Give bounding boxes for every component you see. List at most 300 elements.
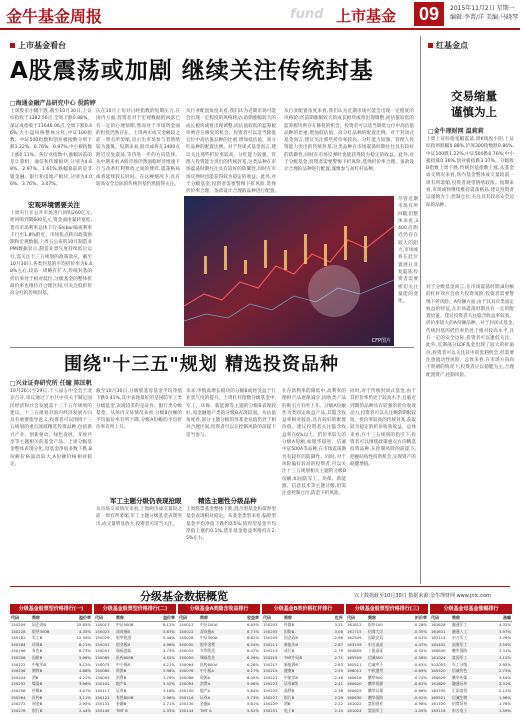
second-article-column-3: 未来,申购高增长板块的分级B或将受益于行业景气度的提升。上周杠杆指数分级基金中,军工、环保、新能源等主题的分级B表现较好,而金融地产类的分级B表现较弱。从估值角度看,部分主题分级的母基金估值仍处于相对合理区间,投资者可以在控制风险的前提下适当参与。 — [186, 389, 276, 438]
table-cell: 银华100 — [368, 622, 383, 627]
table-cell: 150030 — [179, 641, 194, 647]
table-cell: 8.21% — [78, 641, 91, 647]
page-section-title: 上市基金 — [336, 7, 397, 25]
table-cell: 申万军工 — [452, 635, 468, 641]
table-cell: 深成指A — [200, 628, 214, 634]
table-cell: 150236 — [11, 668, 26, 674]
table-cell: 3.96% — [78, 681, 91, 687]
table-cell: 3.11% — [78, 694, 91, 700]
photo-caption: CFP图片 — [371, 338, 391, 344]
table-cell: 前海军工 — [452, 641, 468, 647]
table-cell: 6.28% — [246, 661, 259, 667]
fund-table-header — [10, 614, 92, 622]
table-row — [346, 681, 428, 688]
table-cell: 150213 — [263, 648, 278, 654]
table-cell: 6.54% — [246, 641, 259, 647]
table-cell: 3.54% — [498, 641, 511, 647]
table-cell: 鹏华资源 — [368, 681, 384, 687]
table-row — [430, 655, 512, 662]
fund-table-body — [346, 622, 428, 714]
fund-table-header-cell: 溢价率 — [79, 615, 91, 620]
table-cell: 证券B级 — [284, 681, 298, 687]
table-cell: 150258 — [11, 687, 26, 693]
table-cell: 融通证券 — [452, 681, 468, 687]
table-cell: 资源B — [116, 668, 127, 674]
table-cell: -0.86% — [413, 687, 427, 693]
table-cell: 12.34% — [76, 635, 91, 641]
table-cell: 160629 — [431, 674, 446, 680]
table-cell: 163115 — [431, 635, 446, 641]
table-cell: 150278 — [11, 707, 26, 713]
table-cell: 2.96 — [334, 635, 343, 641]
right-section-tag: 红基金点 — [428, 40, 468, 51]
fund-watermark-label: fund — [290, 7, 324, 22]
fund-table-header — [178, 614, 260, 622]
table-cell: 165520 — [431, 668, 446, 674]
table-cell: 150130 — [179, 701, 194, 707]
table-cell: 银华300B — [32, 628, 50, 634]
table-cell: 150272 — [11, 701, 26, 707]
table-row — [430, 675, 512, 682]
table-row — [178, 655, 260, 662]
right-article-title — [434, 88, 514, 120]
table-row — [262, 668, 344, 675]
right-article-text-2: 对于分级基金而言,在市场震荡时期,B份额的杠杆效应会放大投资风险,投资者需要警惕下折风险。A份额方面,由于其具有类固定收益的特征,在市场震荡时期具有一定的配置价值。建议投资者关注隐含收益率较高、折价率较大的A份额品种。对于封闭式基金,传统封基的折价率仍处于相对较高水平,具有一定的安全边际,投资者可以逢低关注。此外,近期部分LOF基金出现了较大的折溢价,投资者可以关注其中的套利机会,但需要注意流动性风险。总体来看,在市场方向尚不明朗的情况下,投资者应以稳健为主,合理配置资产,控制风险。 — [426, 285, 514, 378]
table-row — [94, 688, 176, 695]
second-headline: 围绕"十三五"规划 精选投资品种 — [64, 354, 340, 375]
table-cell: 150086 — [179, 674, 194, 680]
table-row — [346, 622, 428, 629]
table-cell: 150184 — [11, 641, 26, 647]
table-cell: 国防B — [284, 628, 295, 634]
table-cell: 新能车B — [284, 641, 298, 647]
fund-table-header-cell: 代码 — [11, 615, 19, 620]
table-row — [346, 648, 428, 655]
table-cell: 502003 — [431, 661, 446, 667]
table-cell: 150215 — [263, 654, 278, 660]
article-divider — [10, 347, 414, 348]
table-cell: 163116 — [431, 707, 446, 713]
table-row — [94, 642, 176, 649]
table-row — [178, 695, 260, 702]
table-cell: 6.12% — [162, 622, 175, 627]
table-cell: 中航军B — [32, 661, 46, 667]
table-cell: 150093 — [95, 674, 110, 680]
table-cell: 传媒B — [284, 622, 295, 627]
table-cell: 150264 — [11, 694, 26, 700]
table-cell: 申万深成 — [368, 641, 384, 647]
table-cell: 3.52% — [162, 681, 175, 687]
fund-table-body — [178, 622, 260, 714]
table-cell: TMT B — [116, 707, 128, 713]
table-cell: 4.88% — [78, 668, 91, 674]
table-cell: 有色B — [32, 648, 43, 654]
table-row — [94, 635, 176, 642]
table-row — [262, 681, 344, 688]
fund-table-body — [430, 622, 512, 714]
table-cell: 地产A — [200, 687, 211, 693]
table-row — [10, 675, 92, 682]
article-column-1: 上周股市小幅下跌,截至10月30日,上证综指收于3382.56点,全周下跌0.88%。深证成指收于11646.06点,全周下跌0.46%,大小盘风格整体分化,中证100指数、中证500指数和创业板指数分别下跌1.22%、0.76%、0.97%,中小板指数上涨0.11%。各行业指数中,涨幅居前的是计算机、通信和传媒板块,分别为4.68%、2.97%、1.61%;跌幅靠前的是非银金融、银行和房地产板块,分别为4.06%、3.76%、3.07%。 — [10, 109, 92, 187]
table-cell: 医药800B — [116, 654, 134, 660]
table-cell: 150196 — [11, 648, 26, 654]
table-cell: 银华锐进 — [116, 635, 132, 641]
fund-table-header-cell: 溢价率 — [163, 615, 175, 620]
table-row — [346, 675, 428, 682]
table-cell: 5.84% — [246, 687, 259, 693]
table-cell: 165511 — [347, 661, 362, 667]
table-cell: 150144 — [179, 707, 194, 713]
table-cell: 新能源B — [284, 661, 298, 667]
table-cell: 中证500B — [116, 622, 134, 627]
table-cell: 2.71% — [162, 701, 175, 707]
fund-table-title: 分级基金股票型价格排行(三) — [346, 605, 428, 614]
second-article-column-5: 同时,对于传统封闭式基金,由于其折价率仍处于较高水平,且临近到期的品种具有较强的折价收敛动力,投资者可以关注剩余期限较短、折价率较高的传统封基,获取较为稳定的折价收敛收益。总体来看,在十三五规划的指引下,投资者可以围绕政策重点方向精选投资品种,在控制风险的前提下,把握结构性投资机会,实现资产的稳健增值。 — [350, 389, 416, 467]
table-cell: 招商大宗 — [368, 628, 384, 634]
table-cell: 150252 — [11, 681, 26, 687]
article-column-4b: 尽管近期市场有所回暖,但整体来看,3400点附近仍存在较大的阻力,市场或将在此位置展开反复震荡,投资者需要密切关注量能的变化。 — [398, 197, 418, 305]
table-cell: 2.73% — [498, 668, 511, 674]
table-cell: 150223 — [263, 681, 278, 687]
table-cell: 国联安双 — [368, 635, 384, 641]
table-cell: 富国军工 — [452, 654, 468, 660]
fund-table-body — [10, 622, 92, 714]
table-cell: 2.36 — [334, 687, 343, 693]
table-cell: 6.05% — [246, 674, 259, 680]
table-row — [430, 648, 512, 655]
table-cell: 165521 — [431, 694, 446, 700]
table-cell: 3.12% — [498, 654, 511, 660]
table-cell: 150222 — [11, 661, 26, 667]
fund-table-header — [262, 614, 344, 622]
table-cell: 1.96% — [498, 694, 511, 700]
table-row — [94, 708, 176, 715]
table-row — [430, 668, 512, 675]
table-row — [10, 695, 92, 702]
fund-table-header — [94, 614, 176, 622]
table-cell: 国防B — [32, 654, 43, 660]
table-row — [430, 629, 512, 636]
table-cell: 161629 — [431, 681, 446, 687]
table-row — [94, 629, 176, 636]
table-row — [10, 648, 92, 655]
table-row — [10, 635, 92, 642]
masthead — [0, 0, 520, 30]
table-cell: 150116 — [179, 694, 194, 700]
fund-table-header-cell: 杠杆 — [335, 615, 343, 620]
right-article-text: 上周上证综指宽幅震荡,周K线收小阴,上证综指周跌幅0.88%,沪深300指数跌0.86%,中证100跌1.22%,中证500跌0.76%;中小板指涨0.36%,创业板指跌3.37%。分级股B指数上周下跌,传统封基指数上涨,从基金成交情况来看,场内基金整体成交量较前一周有所萎缩,投资者观望情绪较浓。短期来看,市场或将继续维持震荡格局,建议投资者以谨慎为上,控制仓位,关注具有较高安全边际的品种。 — [426, 137, 514, 208]
table-cell: 健康B — [284, 668, 295, 674]
table-cell: 深成指B — [116, 628, 130, 634]
table-cell: 汇添富恒 — [452, 687, 468, 693]
table-cell: -0.58% — [413, 654, 427, 660]
table-cell: 150229 — [263, 701, 278, 707]
table-cell: 鹏华国防 — [452, 648, 468, 654]
table-cell: 酒B — [32, 674, 39, 680]
table-row — [430, 622, 512, 629]
fund-table-header-cell: 简称 — [284, 615, 292, 620]
table-row — [430, 681, 512, 688]
table-cell: 150228 — [11, 628, 26, 634]
table-cell: 160625 — [347, 687, 362, 693]
table-cell: 传媒B — [32, 687, 43, 693]
table-cell: 162509 — [347, 635, 362, 641]
table-row — [346, 695, 428, 702]
table-row — [178, 642, 260, 649]
table-cell: 161720 — [431, 701, 446, 707]
table-cell: 160620 — [347, 681, 362, 687]
table-cell: 4.35% — [78, 628, 91, 634]
table-row — [346, 662, 428, 669]
table-cell: 1.78% — [498, 701, 511, 707]
table-cell: 25.85% — [76, 622, 91, 627]
fund-table-header-cell: 涨幅 — [503, 615, 511, 620]
table-row — [346, 629, 428, 636]
table-cell: 中欧盛世 — [368, 668, 384, 674]
fund-table-2 — [94, 604, 176, 716]
table-cell: 150117 — [95, 687, 110, 693]
table-cell: 工银深证 — [368, 648, 384, 654]
table-cell: 信诚有色 — [452, 668, 468, 674]
table-cell: 150217 — [263, 661, 278, 667]
table-cell: 161631 — [431, 628, 446, 634]
table-row — [262, 635, 344, 642]
table-row — [94, 662, 176, 669]
table-row — [178, 688, 260, 695]
table-row — [10, 668, 92, 675]
second-article-subhead-2: 精选主题性分级品种 — [198, 497, 257, 505]
table-cell: 150101 — [95, 681, 110, 687]
table-cell: 电子B — [284, 707, 295, 713]
table-cell: 瑞福进取 — [116, 648, 132, 654]
table-cell: 150050 — [179, 654, 194, 660]
table-cell: 信诚生物 — [452, 694, 468, 700]
table-row — [262, 655, 344, 662]
table-row — [262, 622, 344, 629]
table-cell: 150075 — [95, 661, 110, 667]
table-row — [262, 708, 344, 715]
table-cell: 环保B — [32, 641, 43, 647]
table-cell: -0.98% — [413, 701, 427, 707]
table-cell: 150121 — [95, 694, 110, 700]
table-row — [10, 688, 92, 695]
table-cell: 6.73% — [78, 648, 91, 654]
table-cell: 成长B — [284, 648, 295, 654]
table-cell: -0.69% — [413, 668, 427, 674]
table-cell: 中证500A — [200, 635, 218, 641]
table-cell: 6.47% — [246, 648, 259, 654]
table-cell: 5.96% — [246, 681, 259, 687]
fund-table-header — [430, 614, 512, 622]
table-row — [346, 642, 428, 649]
table-cell: 2.95% — [498, 661, 511, 667]
table-cell: 3.76% — [498, 635, 511, 641]
table-cell: 164809 — [347, 648, 362, 654]
table-cell: 5.52% — [246, 707, 259, 713]
table-cell: 6.83% — [246, 622, 259, 627]
table-cell: 5.87% — [162, 628, 175, 634]
table-cell: 4.52% — [162, 654, 175, 660]
table-row — [346, 668, 428, 675]
table-cell: 高铁B — [284, 687, 295, 693]
table-row — [178, 701, 260, 708]
table-cell: 150012 — [179, 622, 194, 627]
table-row — [262, 629, 344, 636]
table-cell: 鹏华传媒 — [452, 674, 468, 680]
table-row — [10, 681, 92, 688]
table-cell: 150211 — [263, 641, 278, 647]
table-row — [10, 642, 92, 649]
table-row — [94, 675, 176, 682]
table-cell: 150227 — [263, 694, 278, 700]
table-cell: 银行B — [284, 694, 295, 700]
table-cell: 资源A — [200, 674, 211, 680]
table-row — [10, 629, 92, 636]
fund-table-3 — [178, 604, 260, 716]
table-cell: 150182 — [11, 635, 26, 641]
table-cell: 150031 — [95, 641, 110, 647]
table-row — [430, 635, 512, 642]
table-cell: 富国创业 — [368, 701, 384, 707]
article-author: □海通金融产品研究中心 倪韵婷 — [10, 100, 96, 107]
table-cell: 161024 — [431, 654, 446, 660]
table-cell: 160630 — [431, 648, 446, 654]
table-row — [178, 668, 260, 675]
table-cell: 150209 — [11, 622, 26, 627]
table-cell: 161024 — [347, 707, 362, 713]
table-cell: 融通人工 — [452, 628, 468, 634]
table-row — [178, 662, 260, 669]
table-cell: 3.47% — [78, 687, 91, 693]
table-cell: 5.12% — [78, 661, 91, 667]
table-cell: 5.96% — [78, 654, 91, 660]
table-cell: TMT A — [200, 707, 212, 713]
table-cell: 2.41 — [334, 681, 343, 687]
table-cell: 150023 — [95, 628, 110, 634]
second-article-column-2: 截至10月30日,分级股基母基金平均净值下跌0.41%,其中表现最好的是国防军工类分级基金,表现较差的是证券、银行类分级基金。从场内交易情况来看,分级B份额的平均溢价率有所下降,分级A份额的平均折价率有所上升。 — [96, 389, 182, 431]
main-headline: A股震荡或加剧 继续关注传统封基 — [10, 58, 374, 84]
table-row — [10, 708, 92, 715]
table-cell: 创业板B — [116, 641, 130, 647]
table-cell: 160616 — [347, 674, 362, 680]
table-cell: 申万电子 — [452, 707, 468, 713]
table-row — [94, 622, 176, 629]
fund-table-header-cell: 简称 — [368, 615, 376, 620]
table-cell: 2.95% — [78, 701, 91, 707]
table-row — [430, 695, 512, 702]
table-cell: 2.96% — [162, 694, 175, 700]
table-cell: TMT中证B — [284, 654, 303, 660]
table-cell: 富国军工 — [368, 707, 384, 713]
table-cell: 消费A — [200, 681, 211, 687]
table-cell: 163109 — [347, 641, 362, 647]
table-cell: 150244 — [11, 674, 26, 680]
table-cell: 地产B — [116, 681, 127, 687]
table-cell: -0.92% — [413, 694, 427, 700]
table-cell: 银华金利 — [200, 641, 216, 647]
table-cell: 4.21% — [162, 661, 175, 667]
table-cell: 150028 — [179, 635, 194, 641]
table-cell: 6.17% — [246, 668, 259, 674]
table-cell: 5.73% — [246, 694, 259, 700]
table-row — [94, 648, 176, 655]
table-cell: 150065 — [95, 654, 110, 660]
table-cell: 3.76% — [162, 674, 175, 680]
table-cell: 3.97% — [498, 628, 511, 634]
article-subhead-macro: 宏观环境需要关注 — [28, 201, 80, 209]
table-cell: 150076 — [179, 668, 194, 674]
data-overview-title: 分级基金数据概览 — [140, 590, 228, 603]
article-photo — [184, 196, 394, 346]
table-cell: 150032 — [179, 648, 194, 654]
table-cell: 161715 — [347, 628, 362, 634]
table-row — [346, 655, 428, 662]
right-title-line-1: 交易缩量 — [451, 89, 497, 103]
table-cell: 信诚500 — [368, 654, 383, 660]
table-cell: 3.31% — [498, 648, 511, 654]
table-row — [10, 662, 92, 669]
table-cell: -0.35% — [413, 628, 427, 634]
table-row — [10, 701, 92, 708]
table-cell: 网金B — [32, 701, 43, 707]
table-cell: 2.22 — [334, 701, 343, 707]
fund-table-header-cell: 代码 — [179, 615, 187, 620]
table-row — [10, 622, 92, 629]
table-cell: 2.15 — [334, 707, 343, 713]
table-cell: 161628 — [431, 622, 446, 627]
table-cell: 2.63 — [334, 661, 343, 667]
fund-table-header-cell: 简称 — [200, 615, 208, 620]
table-cell: -0.52% — [413, 648, 427, 654]
fund-table-title: 分级基金A类隐含收益排行 — [178, 605, 260, 614]
table-cell: 融通军工 — [452, 622, 468, 627]
table-cell: 3.18% — [162, 687, 175, 693]
table-cell: 150231 — [263, 707, 278, 713]
table-cell: 150221 — [263, 674, 278, 680]
table-cell: 164705 — [431, 687, 446, 693]
table-cell: 医药800A — [200, 661, 218, 667]
table-row — [178, 635, 260, 642]
table-cell: 消费B — [116, 674, 127, 680]
left-section-tag: 上市基金看台 — [10, 40, 66, 51]
table-row — [10, 655, 92, 662]
article-column-4: 从行业配置角度来看,我们认为近期市场可能会出现一定程度的风格轮动,前期涨幅较大的成长板块或将出现调整,而估值较低的蓝筹板块则存在修复的机会。投资者可以适当降低仓位中高估值品种的比重,增加低估值、高分红品种的配置比例。对于封闭式基金而言,建议关注那些折价率较高、分红能力较强、管理人投资能力突出的传统封基,这类品种在市场震荡时期往往具有较好的防御性,同时在市场反弹时也能获得较为稳定的收益。此外,对于分级基金,投资者需要警惕下折风险,选择折价率合理、条款设计合理的品种进行配置,谨慎参与高杠杆品种。 — [284, 109, 414, 173]
fund-table-header-cell: 代码 — [347, 615, 355, 620]
fund-table-header-cell: 代码 — [95, 615, 103, 620]
table-row — [262, 695, 344, 702]
data-source-credit: 以上数据截至10月30日 数据来源:金牛理财网 www.jnlc.com — [354, 593, 491, 599]
table-row — [430, 662, 512, 669]
table-cell: 150206 — [11, 654, 26, 660]
table-cell: 2.48 — [334, 674, 343, 680]
table-cell: -0.41% — [413, 635, 427, 641]
table-row — [94, 655, 176, 662]
article-column-2: 庆在10月上旬对日经指数的短期压力,在国内方面,投资者对于宏观数据的回落已有一定的心理预期,然而对于市场资金面的担忧仍然存在。上周两市成交金额较之前一周有所萎缩,显示出市场参与者情绪较为谨慎。短期来看,股市或将在3400点附近反复震荡,等待进一步的方向选择。从中期来看,A股市场仍然面临经济增速下行与改革红利释放之间的博弈,震荡格局或将延续较长时间。在这种情况下,具有较高安全边际的传统封基仍然值得关注。 — [96, 109, 180, 187]
table-cell: 医药B — [32, 694, 43, 700]
table-cell: 金融A — [200, 701, 211, 707]
table-cell: -0.63% — [413, 661, 427, 667]
table-row — [178, 622, 260, 629]
page-number: 09 — [414, 2, 444, 26]
table-cell: 2.87 — [334, 641, 343, 647]
right-title-line-2: 谨慎为上 — [451, 105, 497, 119]
table-cell: 161812 — [347, 622, 362, 627]
table-row — [178, 648, 260, 655]
table-row — [178, 629, 260, 636]
fund-table-header-cell: 简称 — [116, 615, 124, 620]
table-row — [94, 681, 176, 688]
stock-chart-photo-icon — [184, 196, 394, 346]
